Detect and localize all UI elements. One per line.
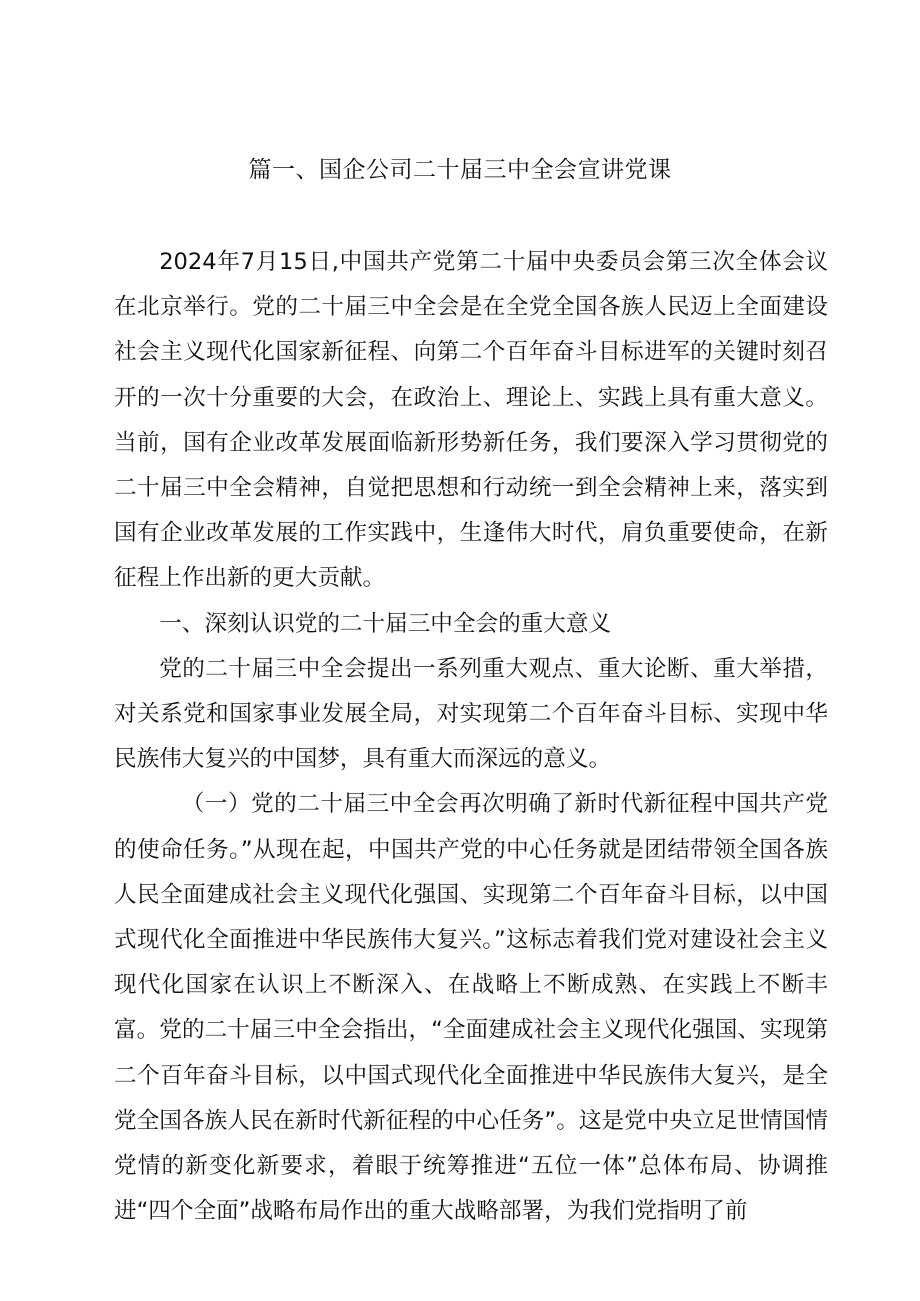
section-paragraph: 党的二十届三中全会提出一系列重大观点、重大论断、重大举措，对关系党和国家事业发展全局，对实现第二个百年奋斗目标、实现中华民族伟大复兴的中国梦，具有重大而深远的意义。 [114,655,828,773]
document-body [114,240,828,1234]
section-heading: 一、深刻认识党的二十届三中全会的重大意义 [159,610,612,637]
document-title: 篇一、国企公司二十届三中全会宣讲党课 [248,157,672,183]
intro-paragraph: 2024年7月15日,中国共产党第二十届中央委员会第三次全体会议在北京举行。党的二十届三中全会是在全党全国各族人民迈上全面建设社会主义现代化国家新征程、向第二个百年奋斗目标进军的关键时刻召开的一次十分重要的大会，在政治上、理论上、实践上具有重大意义。当前，国有企业改革发展面临新形势新任务，我们要深入学习贯彻党的二十届三中全会精神，自觉把思想和行动统一到全会精神上来，落实到国有企业改革发展的工作实践中，生逢伟大时代，肩负重要使命，在新征程上作出新的更大贡献。 [114,249,828,592]
subsection-paragraph: （一）党的二十届三中全会再次明确了新时代新征程中国共产党的使命任务。”从现在起，中国共产党的中心任务就是团结带领全国各族人民全面建成社会主义现代化强国、实现第二个百年奋斗目标，以中国式现代化全面推进中华民族伟大复兴。”这标志着我们党对建设社会主义现代化国家在认识上不断深入、在战略上不断成熟、在实践上不断丰富。党的二十届三中全会指出，“全面建成社会主义现代化强国、实现第二个百年奋斗目标，以中国式现代化全面推进中华民族伟大复兴，是全党全国各族人民在新时代新征程的中心任务”。这是党中央立足世情国情党情的新变化新要求，着眼于统筹推进“五位一体”总体布局、协调推进“四个全面”战略布局作出的重大战略部署，为我们党指明了前 [114,791,828,1225]
